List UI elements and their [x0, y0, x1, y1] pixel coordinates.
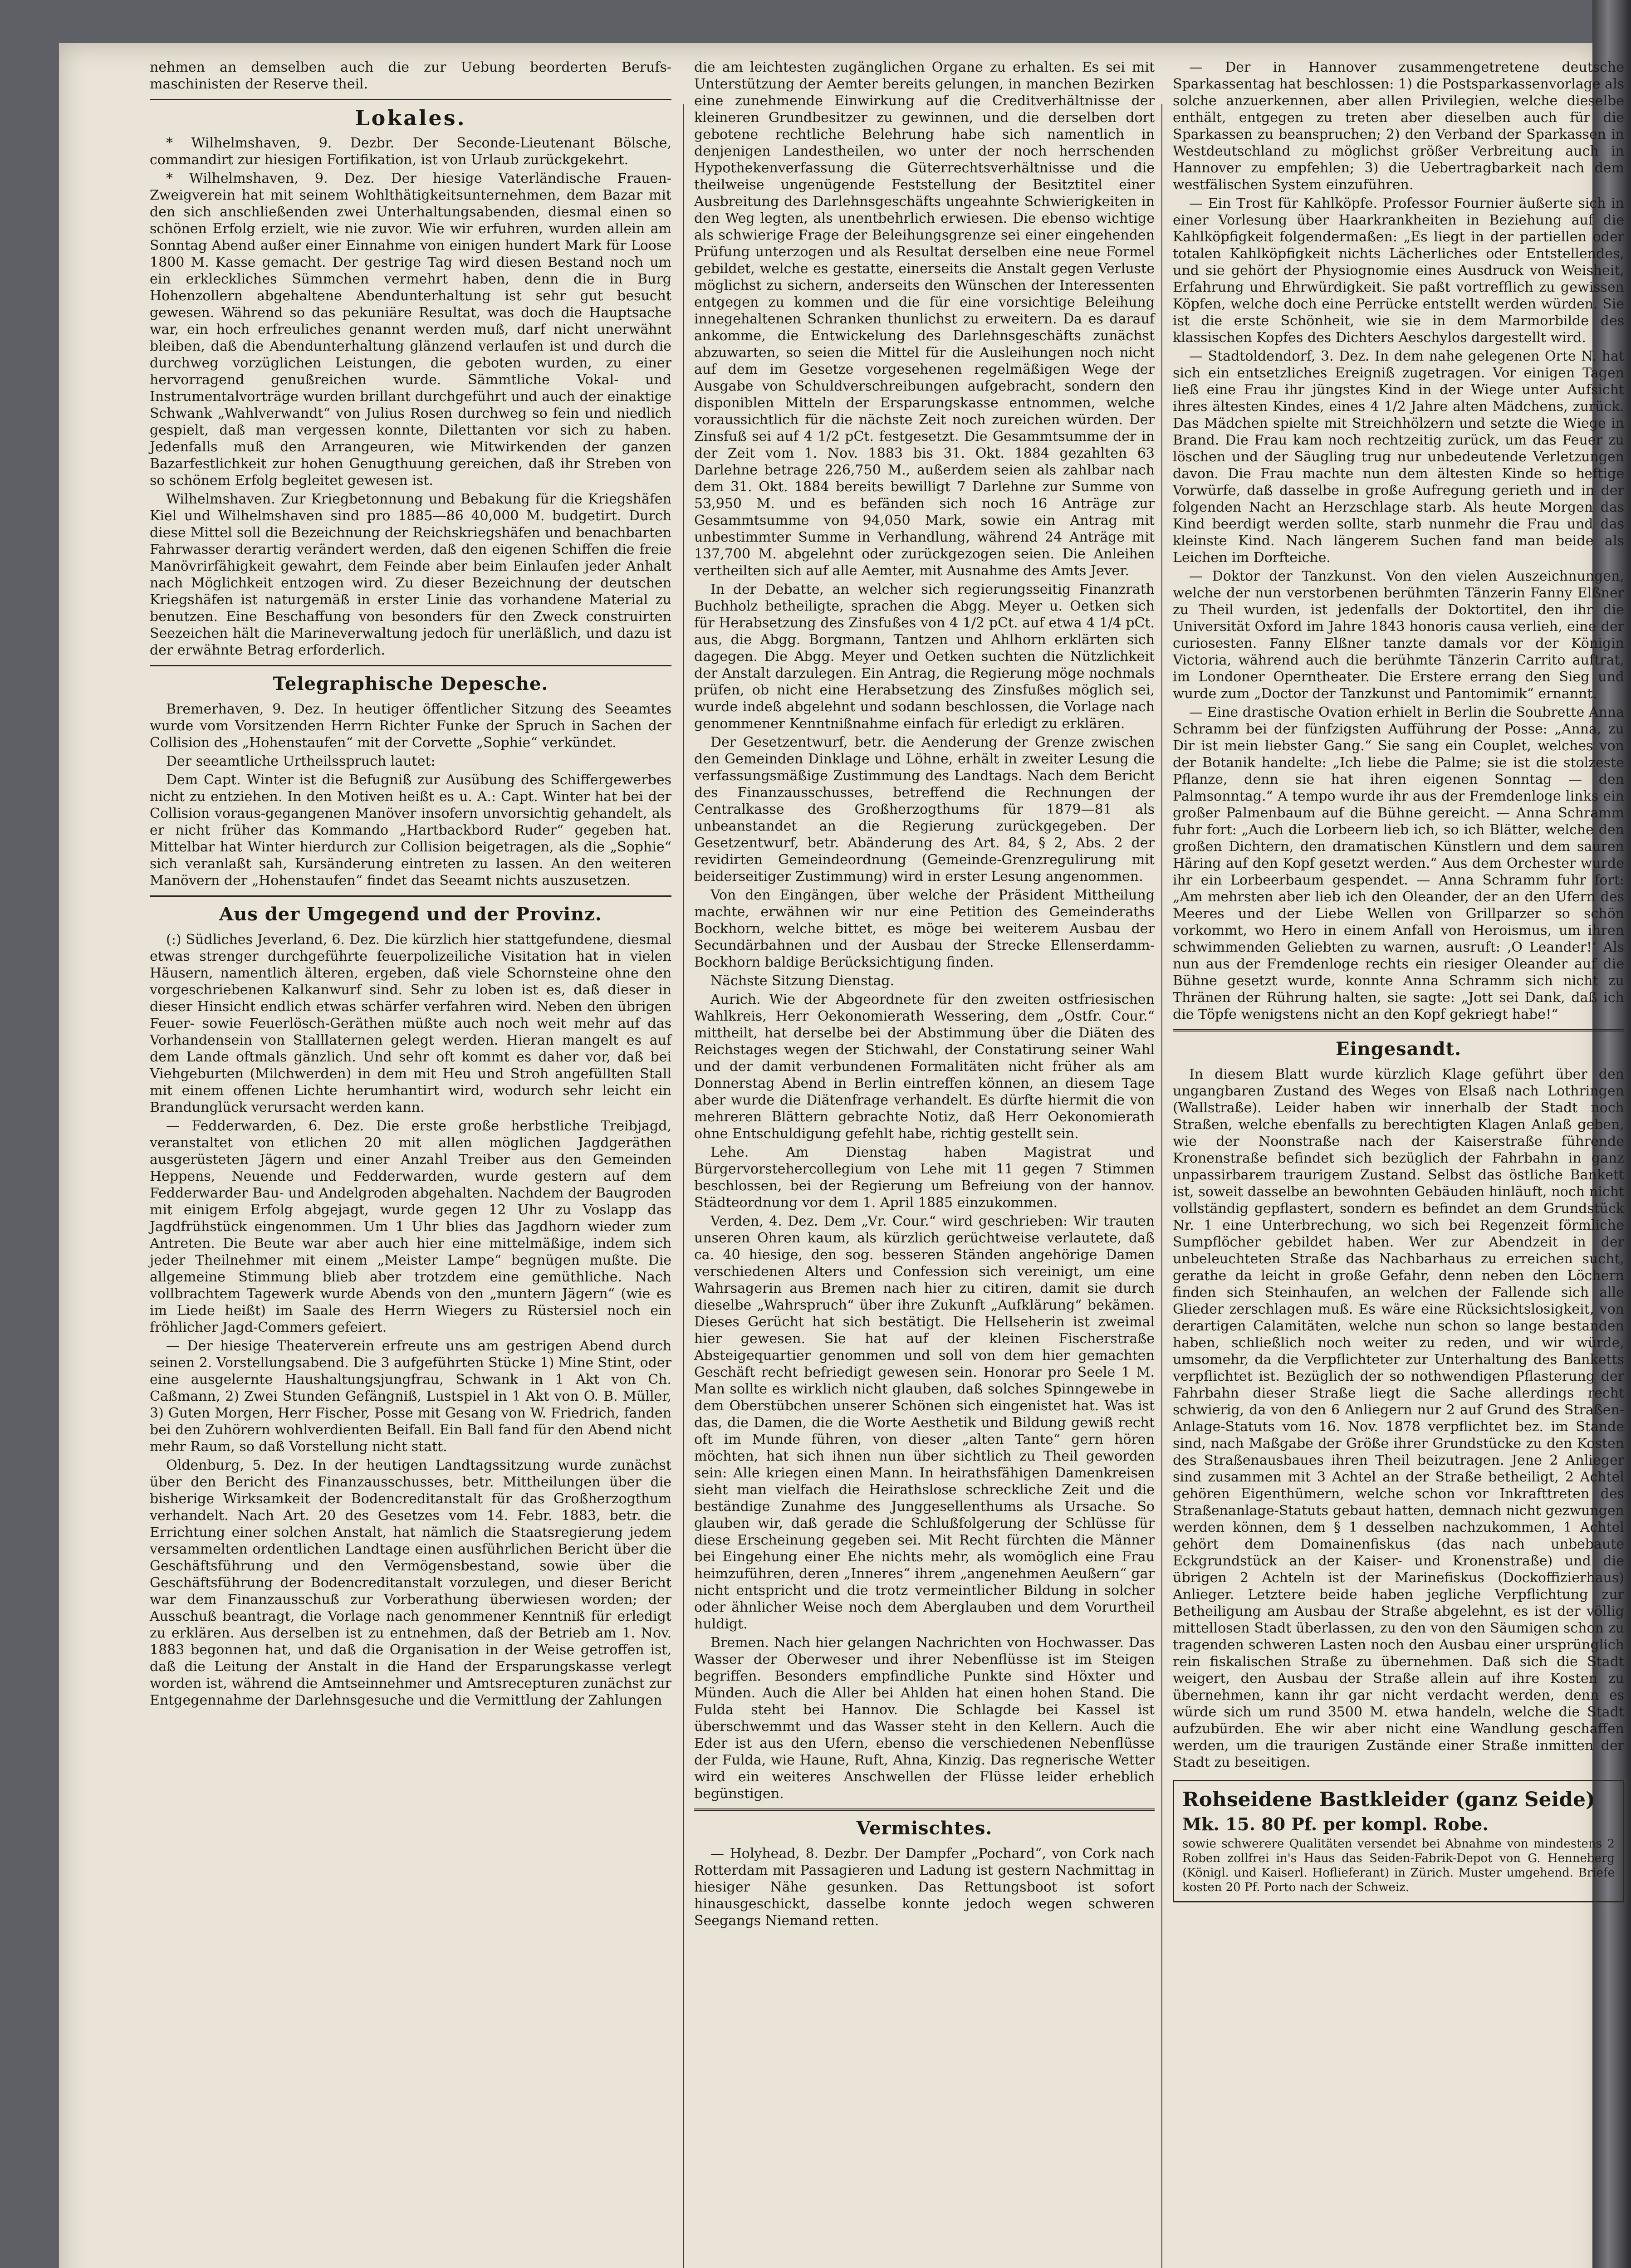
article: Nächste Sitzung Dienstag. [710, 973, 895, 989]
rule [694, 1809, 1155, 1811]
article: Der Gesetzentwurf, betr. die Aenderung der Grenze zwischen den Gemeinden Dinklage und Löhne, erhält in zweiter Lesung die verfassungsmäßige Zustimmung des Landtags. Nach dem Bericht des Finanzausschusses, betreffend die Rechnungen der Centralkasse des Großherzogthums für 1879—81 als unbeanstandet an die Regierung zurückgegeben. Der Gesetzentwurf, betr. Abänderung des Art. 84, § 2, Abs. 2 der revidirten Gemeindeordnung (Gemeinde-Grenzregulirung mit beiderseitiger Zustimmung) wird in erster Lesung angenommen. [694, 734, 1155, 885]
column-2 [694, 59, 1155, 1931]
section-heading-lokales: Lokales. [355, 106, 466, 130]
column-1 [150, 59, 671, 1711]
article: — Der in Hannover zusammengetretene deutsche Sparkassentag hat beschlossen: 1) die Postsparkassenvorlage als solche anzuerkennen, aber allen Privilegien, welche dieselbe enthält, entgegen zu treten aber dieselben auch für die Sparkassen zu beanspruchen; 2) den Verband der Sparkassen in Westdeutschland zu möglichst größer Verbreitung auch in Hannover zu empfehlen; 3) die Uebertragbarkeit nach dem westfälischen System einzuführen. [1173, 59, 1624, 193]
article: Aurich. Wie der Abgeordnete für den zweiten ostfriesischen Wahlkreis, Herr Oekonomierath Wessering, dem „Ostfr. Cour.“ mittheilt, hat derselbe bei der Abstimmung über die Diäten des Reichstages wegen der Stichwahl, der Constatirung seiner Wahl und der damit verbundenen Formalitäten nicht früher als am Donnerstag Abend in Berlin eintreffen können, an diesem Tage aber wurde die Diätenfrage verhandelt. Es dürfte hiermit die von mehreren Blättern gebrachte Notiz, daß Herr Oekonomierath ohne Entschuldigung gefehlt habe, richtig gestellt sein. [694, 992, 1155, 1142]
advertisement [1173, 1780, 1624, 1902]
ad-price: Mk. 15. 80 Pf. per kompl. Robe. [1182, 1814, 1489, 1834]
article: Der seeamtliche Urtheilsspruch lautet: [166, 753, 436, 769]
article: (:) Südliches Jeverland, 6. Dez. Die kürzlich hier stattgefundene, diesmal etwas strenger durchgeführte feuerpolizeiliche Visitation hat in vielen Häusern, namentlich älteren, ergeben, daß viele Schornsteine ohne den vorgeschriebenen Kalkanwurf sind. Sehr zu loben ist es, daß dieser in dieser Hinsicht endlich etwas schärfer verfahren wird. Neben den übrigen Feuer- sowie Feuerlösch-Geräthen müßte auch noch weit mehr auf das Vorhandensein von Stalllaternen gelegt werden. Hieran mangelt es auf dem Lande oftmals gänzlich. Und sehr oft kommt es daher vor, daß bei Viehgeburten (Milchwerden) in dem mit Heu und Stroh angefüllten Stall mit einem offenen Lichte herumhantirt wird, wodurch sehr leicht ein Brandunglück verursacht werden kann. [150, 932, 671, 1115]
article: * Wilhelmshaven, 9. Dez. Der hiesige Vaterländische Frauen-Zweigverein hat mit seinem Wohlthätigkeitsunternehmen, dem Bazar mit den sich anschließenden zwei Unterhaltungsabenden, diesmal einen so schönen Erfolg erzielt, wie nie zuvor. Wie wir erfuhren, wurden allein am Sonntag Abend außer einer Einnahme von einigen hundert Mark für Loose 1800 M. Kasse gemacht. Der gestrige Tag wird diesen Bestand noch um ein erkleckliches Sümmchen vermehrt haben, denn die in Burg Hohenzollern abgehaltene Abendunterhaltung ist sehr gut besucht gewesen. Während so das pekuniäre Resultat, was doch die Hauptsache war, ein hoch erfreuliches genannt werden muß, darf nicht unerwähnt bleiben, daß die Abendunterhaltung glänzend verlaufen ist und durch die durchweg vorzüglichen Leistungen, die geboten wurden, zu einer hervorragend genußreichen wurde. Sämmtliche Vokal- und Instrumentalvorträge wurden brillant durchgeführt und auch der einaktige Schwank „Wahlverwandt“ von Julius Rosen durchweg so fein und niedlich gespielt, daß man vergessen konnte, Dilettanten vor sich zu haben. Jedenfalls muß den Arrangeuren, wie Mitwirkenden der ganzen Bazarfestlichkeit zur hohen Genugthuung gereichen, daß ihr Streben von so schönem Erfolg begleitet gewesen ist. [150, 171, 671, 489]
section-heading-provinz: Aus der Umgegend und der Provinz. [219, 904, 602, 925]
ad-title: Rohseidene Bastkleider (ganz Seide) [1182, 1788, 1595, 1811]
article: Wilhelmshaven. Zur Kriegbetonnung und Bebakung für die Kriegshäfen Kiel und Wilhelmshaven sind pro 1885—86 40,000 M. budgetirt. Durch diese Mittel soll die Bezeichnung der Reichskriegshäfen und benachbarten Fahrwasser derartig verändert werden, daß den eigenen Schiffen die freie Manövrirfähigkeit gewahrt, dem Feinde aber beim Einlaufen jeder Anhalt nach Möglichkeit entzogen wird. Zu dieser Bezeichnung der deutschen Kriegshäfen ist naturgemäß in erster Linie das vorhandene Material zu benutzen. Eine Beschaffung von besonders für den Zweck construirten Seezeichen hält die Marineverwaltung jedoch für unerläßlich, und dazu ist der erwähnte Betrag erforderlich. [150, 491, 671, 658]
article: Oldenburg, 5. Dez. In der heutigen Landtagssitzung wurde zunächst über den Bericht des Finanzausschusses, betr. Mittheilungen über die bisherige Wirksamkeit der Bodencreditanstalt für das Großherzogthum verhandelt. Nach Art. 20 des Gesetzes vom 14. Febr. 1883, betr. die Errichtung einer solchen Anstalt, hat nämlich die Staatsregierung jedem versammelten ordentlichen Landtage einen ausführlichen Bericht über die Geschäftsführung und den Vermögensbestand, sowie über die Geschäftsführung der Bodencreditanstalt vorzulegen, und dieser Bericht war dem Finanzausschuß zur Vorberathung überwiesen worden; der Ausschuß beantragt, die Vorlage nach genommener Kenntniß für erledigt zu erklären. Aus derselben ist zu entnehmen, daß der Betrieb am 1. Nov. 1883 begonnen hat, und daß die Organisation in der Weise getroffen ist, daß die Leitung der Anstalt in die Hand der Ersparungskasse verlegt worden ist, während die Amtseinnehmer und Amtsrecepturen zunächst zur Entgegennahme der Darlehnsgesuche und die Vermittlung der Zahlungen [150, 1457, 671, 1708]
section-heading-depesche: Telegraphische Depesche. [273, 673, 549, 694]
column-divider-1 [683, 104, 684, 2268]
rule [150, 665, 671, 666]
article: Lehe. Am Dienstag haben Magistrat und Bürgervorstehercollegium von Lehe mit 11 gegen 7 Stimmen beschlossen, bei der Regierung um Befreiung von der hannov. Städteordnung vor dem 1. April 1885 einzukommen. [694, 1144, 1155, 1211]
ad-body: sowie schwerere Qualitäten versendet bei Abnahme von mindestens 2 Roben zollfrei in's Haus das Seiden-Fabrik-Depot von G. Henneberg (Königl. und Kaiserl. Hoflieferant) in Zürich. Muster umgehend. Briefe kosten 20 Pf. Porto nach der Schweiz. [1182, 1837, 1615, 1894]
article: — Stadtoldendorf, 3. Dez. In dem nahe gelegenen Orte N. hat sich ein entsetzliches Ereigniß zugetragen. Vor einigen Tagen ließ eine Frau ihr jüngstes Kind in der Wiege unter Aufsicht ihres ältesten Kindes, eines 4 1/2 Jahre alten Mädchens, zurück. Das Mädchen spielte mit Streichhölzern und setzte die Wiege in Brand. Die Frau kam noch rechtzeitig zurück, um das Feuer zu löschen und der Säugling trug nur unbedeutende Verletzungen davon. Die Frau machte nun dem ältesten Kinde so heftige Vorwürfe, daß dasselbe in große Aufregung gerieth und in der folgenden Nacht an Herzschlage starb. Als heute Morgen das Kind beerdigt werden sollte, starb nunmehr die Frau und das kleinste Kind. Nach längerem Suchen fand man beide als Leichen im Dorfteiche. [1173, 348, 1624, 566]
article: Verden, 4. Dez. Dem „Vr. Cour.“ wird geschrieben: Wir trauten unseren Ohren kaum, als kürzlich gerüchtweise verlautete, daß ca. 40 hiesige, den sog. besseren Ständen angehörige Damen verschiedenen Alters und Confession sich vereinigt, um eine Wahrsagerin aus Bremen nach hier zu citiren, damit sie durch dieselbe „Wahrspruch“ über ihre Zukunft „Aufklärung“ bekämen. Dieses Gerücht hat sich bestätigt. Die Hellseherin ist zweimal hier gewesen. Sie hat auf der kleinen Fischerstraße Absteigequartier genommen und soll von dem hier gemachten Geschäft recht befriedigt gewesen sein. Honorar pro Seele 1 M. Man sollte es wirklich nicht glauben, daß solches Spinngewebe in dem Oberstübchen unserer Schönen sich eingenistet hat. Was ist das, die Damen, die die Worte Aesthetik und Bildung gewiß recht oft im Munde führen, von dieser „alten Tante“ gern hören möchten, hat sich ihnen nun über sichtlich zu Theil geworden sein: Alle kriegen einen Mann. In heirathsfähigen Damenkreisen sieht man vielfach die Heirathslose schreckliche Zeit und die beständige Zunahme des Junggesellenthums als Ursache. So glauben wir, daß gerade die Schlußfolgerung der Schlüsse für diese Erscheinung gegeben sei. Mit Recht fürchten die Männer bei Eingehung einer Ehe nichts mehr, als womöglich eine Frau heimzuführen, deren „Inneres“ ihrem „angenehmen Aeußern“ gar nicht entspricht und die trotz vermeintlicher Bildung in solcher oder ähnlicher Weise noch dem Aberglauben und dem Vorurtheil huldigt. [694, 1213, 1155, 1632]
article: Bremerhaven, 9. Dez. In heutiger öffentlicher Sitzung des Seeamtes wurde vom Vorsitzenden Herrn Richter Funke der Spruch in Sachen der Collision des „Hohenstaufen“ mit der Corvette „Sophie“ verkündet. [150, 701, 671, 751]
article: — Fedderwarden, 6. Dez. Die erste große herbstliche Treibjagd, veranstaltet von etlichen 20 mit allen möglichen Jagdgeräthen ausgerüsteten Jägern und einer Anzahl Treiber aus den Gemeinden Heppens, Neuende und Fedderwarden, wurde gestern auf dem Fedderwarder Bau- und Andelgroden abgehalten. Nachdem der Baugroden mit einigem Erfolg abgejagt, wurde gegen 12 Uhr zu Voslapp das Jagdfrühstück eingenommen. Um 1 Uhr blies das Jagdhorn wieder zum Antreten. Die Beute war aber auch hier eine mittelmäßige, indem sich jeder Theilnehmer mit einem „Meister Lampe“ begnügen mußte. Die allgemeine Stimmung blieb aber trotzdem eine gemüthliche. Nach vollbrachtem Tagewerk wurde Abends von den „muntern Jägern“ (wie es im Liede heißt) im Saale des Herrn Wiegers zu Rüstersiel noch ein fröhlicher Jagd-Commers gefeiert. [150, 1118, 671, 1335]
rule [150, 99, 671, 100]
article: — Holyhead, 8. Dezbr. Der Dampfer „Pochard“, von Cork nach Rotterdam mit Passagieren und Ladung ist gestern Nachmittag in hiesiger Nähe gesunken. Das Rettungsboot ist sofort hinausgeschickt, dasselbe konnte jedoch wegen schweren Seegangs Niemand retten. [694, 1846, 1155, 1929]
article: In der Debatte, an welcher sich regierungsseitig Finanzrath Buchholz betheiligte, sprachen die Abgg. Meyer u. Oetken sich für Herabsetzung des Zinsfußes von 4 1/2 pCt. auf etwa 4 1/4 pCt. aus, die Abgg. Borgmann, Tantzen und Ahlhorn erklärten sich dagegen. Die Abgg. Meyer und Oetken suchten die Nützlichkeit der Anstalt darzulegen. Ein Antrag, die Regierung möge nochmals prüfen, ob nicht eine Herabsetzung des Zinsfußes möglich sei, wurde indeß abgelehnt und sodann beschlossen, die Vorlage nach genommener Kenntnißnahme einfach für erledigt zu erklären. [694, 582, 1155, 732]
rule [150, 895, 671, 897]
article: Bremen. Nach hier gelangen Nachrichten von Hochwasser. Das Wasser der Oberweser und ihrer Nebenflüsse ist im Steigen begriffen. Besonders empfindliche Punkte sind Höxter und Münden. Auch die Aller bei Ahlden hat einen hohen Stand. Die Fulda steht bei Hannov. Die Schlagde bei Kassel ist überschwemmt und das Wasser steht in den Kellern. Auch die Eder ist aus den Ufern, ebenso die verschiedenen Nebenflüsse der Fulda, wie Haune, Ruft, Ahna, Kinzig. Das regnerische Wetter wird ein weiteres Anschwellen der Flüsse leider erheblich begünstigen. [694, 1635, 1155, 1802]
article: — Doktor der Tanzkunst. Von den vielen Auszeichnungen, welche der nun verstorbenen berühmten Tänzerin Fanny Elßner zu Theil wurden, ist jedenfalls der Doktortitel, den ihr die Universität Oxford im Jahre 1843 honoris causa verlieh, eine der curiosesten. Fanny Elßner tanzte damals vor der Königin Victoria, während auch die berühmte Tänzerin Carrito auftrat, im Londoner Operntheater. Die Erstere errang den Sieg und wurde zum „Doctor der Tanzkunst und Pantomimik“ ernannt. [1173, 568, 1624, 702]
intro-text: nehmen an demselben auch die zur Uebung beorderten Berufs-maschinisten der Reserve theil. [150, 59, 671, 92]
section-heading-eingesandt: Eingesandt. [1335, 1038, 1462, 1060]
column-3 [1173, 59, 1624, 1902]
article: die am leichtesten zugänglichen Organe zu erhalten. Es sei mit Unterstützung der Aemter bereits gelungen, in manchen Bezirken eine zunehmende Einwirkung auf die Creditverhältnisse der kleineren Grundbesitzer zu gewinnen, und die derselben dort gebotene rechtliche Belehrung habe sich namentlich in denjenigen Landestheilen, wo unter der noch herrschenden Hypothekenverfassung die Güterrechtsverhältnisse und die theilweise ungenügende Feststellung der Besitztitel einer Ausbreitung des Darlehnsgeschäfts ungeahnte Schwierigkeiten in den Weg legten, als unentbehrlich erwiesen. Die ebenso wichtige als schwierige Frage der Beleihungsgrenze sei einer eingehenden Prüfung unterzogen und als Resultat derselben eine neue Formel gebildet, welche es gestatte, einerseits die Anstalt gegen Verluste möglichst zu sichern, anderseits den Wünschen der Interessenten entgegen zu kommen und die für eine vorsichtige Beleihung innegehaltenen Schranken thunlichst zu erweitern. Da es darauf ankomme, die Entwickelung des Darlehnsgeschäfts zunächst abzuwarten, so seien die Mittel für die Ausleihungen noch nicht auf dem im Gesetze vorgesehenen regelmäßigen Wege der Ausgabe von Schuldverschreibungen aufgebracht, sondern den disponiblen Mitteln der Ersparungskasse entnommen, welche voraussichtlich für die nächste Zeit noch zureichen würden. Der Zinsfuß sei auf 4 1/2 pCt. festgesetzt. Die Gesammtsumme der in der Zeit vom 1. Nov. 1883 bis 31. Okt. 1884 gezahlten 63 Darlehne betrage 226,750 M., außerdem seien als zahlbar nach dem 31. Okt. 1884 bereits bewilligt 7 Darlehne zur Summe von 53,950 M. und es befänden sich noch 16 Anträge zur Gesammtsumme von 94,050 Mark, sowie ein Antrag mit unbestimmter Summe in Verhandlung, während 24 Anträge mit 137,700 M. abgelehnt oder zurückgezogen seien. Die Anleihen vertheilten sich auf alle Aemter, mit Ausnahme des Amts Jever. [694, 59, 1155, 579]
article: Dem Capt. Winter ist die Befugniß zur Ausübung des Schiffergewerbes nicht zu entziehen. In den Motiven heißt es u. A.: Capt. Winter hat bei der Collision voraus-gegangenen Manöver insofern unvorsichtig gehandelt, als er nicht früher das Kommando „Hartbackbord Ruder“ gegeben hat. Mittelbar hat Winter hierdurch zur Collision beigetragen, als die „Sophie“ sich veranlaßt sah, Kursänderung eintreten zu lassen. An den weiteren Manövern der „Hohenstaufen“ findet das Seeamt nichts auszusetzen. [150, 772, 671, 889]
article: — Ein Trost für Kahlköpfe. Professor Fournier äußerte sich in einer Vorlesung über Haarkrankheiten in Beziehung auf die Kahlköpfigkeit folgendermaßen: „Es liegt in der partiellen oder totalen Kahlköpfigkeit nichts Lächerliches oder Entstellendes, und sie gehört der Physiognomie eines Ausdruck von Weisheit, Erfahrung und Ehrwürdigkeit. Sie paßt vortrefflich zu gewissen Köpfen, welche doch eine Perrücke entstellt werden würden. Sie ist die erste Schönheit, wie sie in dem Marmorbilde des klassischen Kopfes des Dichters Aeschylos dargestellt wird. [1173, 196, 1624, 346]
article: — Der hiesige Theaterverein erfreute uns am gestrigen Abend durch seinen 2. Vorstellungsabend. Die 3 aufgeführten Stücke 1) Mine Stint, oder eine ausgelernte Haushaltungsjungfrau, Schwank in 1 Akt von Ch. Caßmann, 2) Zwei Stunden Gefängniß, Lustspiel in 1 Akt von O. B. Müller, 3) Guten Morgen, Herr Fischer, Posse mit Gesang von W. Friedrich, fanden bei den Zuhörern wohlverdienten Beifall. Ein Ball fand für den Abend nicht mehr Raum, so daß Vorstellung nicht statt. [150, 1338, 671, 1455]
article: — Eine drastische Ovation erhielt in Berlin die Soubrette Anna Schramm bei der fünfzigsten Aufführung der Posse: „Anna, zu Dir ist mein liebster Gang.“ Sie sang ein Couplet, welches von der Botanik handelte: „Ich liebe die Palme; sie ist die stolzeste Pflanze, denn sie hat ihren eigenen Sonntag — den Palmsonntag.“ A tempo wurde ihr aus der Fremdenloge links ein großer Palmenbaum auf die Bühne gereicht. — Anna Schramm fuhr fort: „Auch die Lorbeern lieb ich, so ich Blätter, welche den großen Dichtern, den dramatischen Künstlern und dem sauren Häring auf den Kopf gesetzt werden.“ Aus dem Orchester wurde ihr ein Lorbeerbaum gespendet. — Anna Schramm fuhr fort: „Am mehrsten aber lieb ich den Oleander, der an den Ufern des Meeres und der Liebe Wellen von Grillparzer so schön vorkommt, wo Hero in einem Anfall von Heroismus, um ihren schwimmenden Geliebten zu warnen, ausruft: ‚O Leander!‘ Als nun aus der Fremdenloge rechts ein riesiger Oleander auf die Bühne gesetzt wurde, konnte Anna Schramm sich nicht zu Thränen der Rührung halten, sie sagte: „Jott sei Dank, daß ich die Töpfe wenigstens nicht an den Kopf gekriegt habe!“ [1173, 704, 1624, 1022]
article: In diesem Blatt wurde kürzlich Klage geführt über den ungangbaren Zustand des Weges von Elsaß nach Lothringen (Wallstraße). Leider haben wir innerhalb der Stadt noch Straßen, welche ebenfalls zu berechtigten Klagen Anlaß geben, wie der Noonstraße nach der Kaiserstraße führende Kronenstraße befindet sich bezüglich der Fahrbahn in ganz unpassirbarem traurigem Zustand. Selbst das östliche Bankett ist, soweit dasselbe an bewohnten Gebäuden hinläuft, noch nicht vollständig gepflastert, sondern es befindet an dem Grundstück Nr. 1 eine Unterbrechung, wo sich bei Regenzeit förmliche Sumpflöcher gebildet haben. Wer zur Abendzeit in der unbeleuchteten Straße das Nachbarhaus zu erreichen sucht, gerathe da leicht in große Gefahr, denn neben den Löchern finden sich Steinhaufen, an welchen der Fallende sich alle Glieder zerschlagen muß. Es wäre eine Rücksichtslosigkeit, von derartigen Calamitäten, welche nun schon so lange bestanden haben, schließlich noch weiter zu reden, und wir würde, umsomehr, da die Verpflichteter zur Unterhaltung des Banketts verpflichtet ist. Bezüglich der so nothwendigen Pflasterung der Fahrbahn dieser Straße liegt die Sache allerdings recht schwierig, da von den 6 Anliegern nur 2 auf Grund des Straßen-Anlage-Statuts vom 16. Nov. 1878 verpflichtet bez. im Stande sind, nach Maßgabe der Größe ihrer Grundstücke zu den Kosten des Straßenausbaues ihren Theil beizutragen. Jene 2 Anlieger sind zusammen mit 3 Achtel an der Straße betheiligt, 2 Achtel gehören Eigenthümern, welche schon vor Inkrafttreten des Straßenanlage-Statuts gebaut hatten, demnach nicht gezwungen werden können, dem § 1 desselben nachzukommen, 1 Achtel gehört dem Domainenfiskus (das nach unbebaute Eckgrundstück an der Kaiser- und Kronenstraße) und die übrigen 2 Achteln ist der Marinefiskus (Dockoffizierhaus) Anlieger. Letztere beide haben jegliche Verpflichtung zur Betheiligung am Ausbau der Straße abgelehnt, es ist der völlig mittellosen Stadt überlassen, zu den von den Säumigen schon zu tragenden schweren Lasten noch den Ausbau einer ursprünglich rein fiskalischen Straße zu übernehmen. Daß sich die Stadt weigert, den Ausbau der Straße allein auf ihre Kosten zu übernehmen, kann ihr gar nicht verdacht werden, denn es würde sich um rund 3500 M. etwa handeln, welche die Stadt aufzubürden. Ehe wir aber nicht eine Wandlung geschaffen werden, um die traurigen Zustände einer Straße inmitten der Stadt zu beseitigen. [1173, 1066, 1624, 1770]
article: Von den Eingängen, über welche der Präsident Mittheilung machte, erwähnen wir nur eine Petition des Gemeinderaths Bockhorn, welche bittet, es möge bei weiterem Ausbau der Secundärbahnen und der Ausbau der Strecke Ellenserdamm-Bockhorn baldige Berücksichtigung finden. [694, 887, 1155, 970]
section-heading-vermischtes: Vermischtes. [856, 1818, 993, 1839]
article: * Wilhelmshaven, 9. Dezbr. Der Seconde-Lieutenant Bölsche, commandirt zur hiesigen Fortifikation, ist von Urlaub zurückgekehrt. [150, 135, 671, 168]
rule [1173, 1029, 1624, 1031]
column-divider-2 [1161, 104, 1162, 2268]
